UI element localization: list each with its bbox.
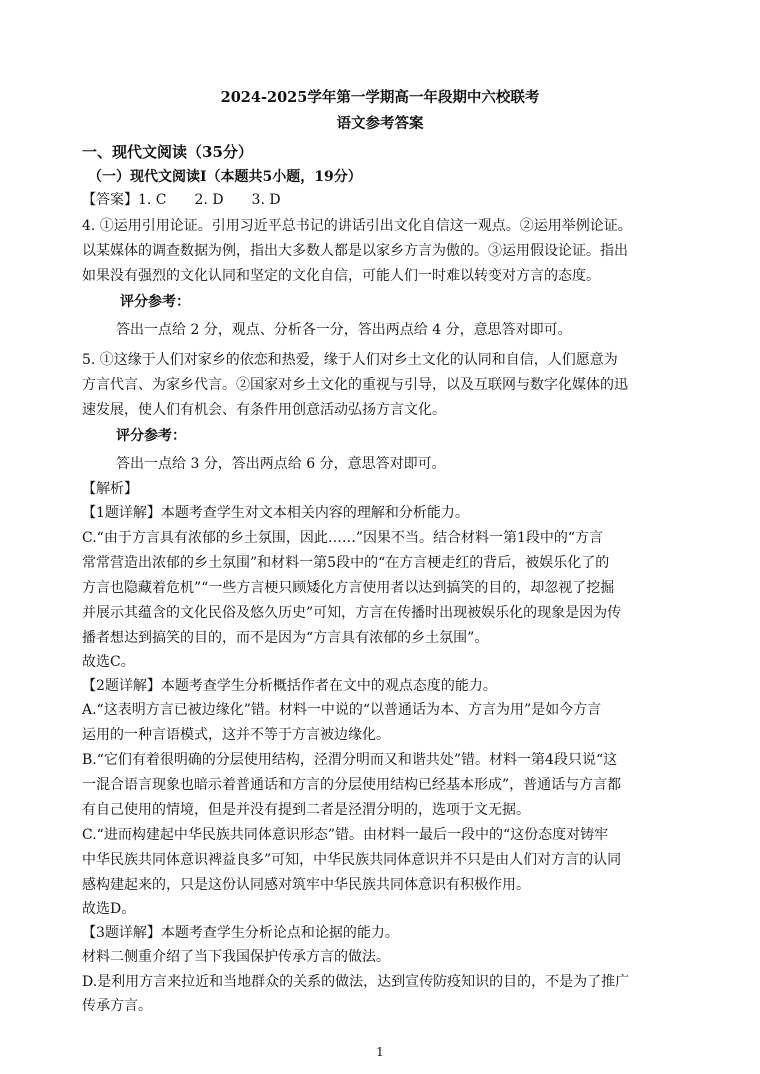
q4-line: 4. ①运用引用论证。引用习近平总书记的讲话引出文化自信这一观点。②运用举例论证。 xyxy=(82,218,632,234)
d2-line: 感构建起来的，只是这份认同感对筑牢中华民族共同体意识有积极作用。 xyxy=(82,877,530,893)
d2-line: 运用的一种言语模式，这并不等于方言被边缘化。 xyxy=(82,727,390,743)
subsection-heading: （一）现代文阅读Ⅰ（本题共5小题，19分） xyxy=(88,169,362,185)
d1-line: 常常营造出浓郁的乡土氛围”和材料一第5段中的“在方言梗走红的背后，被娱乐化了的 xyxy=(82,555,610,571)
section-heading: 一、现代文阅读（35分） xyxy=(82,143,253,161)
d2-line: 有自己使用的情境，但是并没有提到二者是泾渭分明的，选项于文无据。 xyxy=(82,802,530,818)
q4-line: 如果没有强烈的文化认同和坚定的文化自信，可能人们一时难以转变对方言的态度。 xyxy=(82,268,600,284)
analysis-heading: 【解析】 xyxy=(82,481,138,497)
d1-line: C.“由于方言具有浓郁的乡土氛围，因此……”因果不当。结合材料一第1段中的“方言 xyxy=(82,530,604,546)
q4-line: 以某媒体的调查数据为例，指出大多数人都是以家乡方言为傲的。③运用假设论证。指出 xyxy=(82,243,628,259)
d2-line: B.“它们有着很明确的分层使用结构，泾渭分明而又和谐共处”错。材料一第4段只说“这 xyxy=(82,752,618,768)
d2-line: 中华民族共同体意识裨益良多”可知，中华民族共同体意识并不只是由人们对方言的认同 xyxy=(82,852,622,868)
d2-line: 【2题详解】本题考查学生分析概括作者在文中的观点态度的能力。 xyxy=(82,678,497,694)
q5-line: 5. ①这缘于人们对家乡的依恋和热爱，缘于人们对乡土文化的认同和自信，人们愿意为 xyxy=(82,352,618,368)
page-number: 1 xyxy=(376,1045,384,1059)
q5-score-heading: 评分参考： xyxy=(116,428,186,444)
document-subtitle: 语文参考答案 xyxy=(336,115,424,132)
d2-line: A.“这表明方言已被边缘化”错。材料一中说的“以普通话为本、方言为用”是如今方言 xyxy=(82,702,602,718)
d3-line: 【3题详解】本题考查学生分析论点和论据的能力。 xyxy=(82,925,399,941)
d2-line: C.“进而构建起中华民族共同体意识形态”错。由材料一最后一段中的“这份态度对铸牢 xyxy=(82,827,609,843)
d1-line: 【1题详解】本题考查学生对文本相关内容的理解和分析能力。 xyxy=(82,505,469,521)
d1-line: 方言也隐藏着危机”“一些方言梗只顾矮化方言使用者以达到搞笑的目的，却忽视了挖掘 xyxy=(82,580,615,596)
d2-line: 故选D。 xyxy=(82,901,136,917)
q5-score-text: 答出一点给 3 分，答出两点给 6 分，意思答对即可。 xyxy=(116,456,446,472)
d1-line: 并展示其蕴含的文化民俗及悠久历史”可知，方言在传播时出现被娱乐化的现象是因为传 xyxy=(82,605,622,621)
d2-line: 一混合语言现象也暗示着普通话和方言的分层使用结构已经基本形成”，普通话与方言都 xyxy=(82,777,622,793)
d3-line: 材料二侧重介绍了当下我国保护传承方言的做法。 xyxy=(82,949,390,965)
d3-line: 传承方言。 xyxy=(82,998,152,1014)
q5-line: 速发展，使人们有机会、有条件用创意活动弘扬方言文化。 xyxy=(82,402,446,418)
d1-line: 故选C。 xyxy=(82,654,135,670)
d3-line: D.是利用方言来拉近和当地群众的关系的做法，达到宣传防疫知识的目的，不是为了推广 xyxy=(82,974,630,990)
q5-line: 方言代言、为家乡代言。②国家对乡土文化的重视与引导，以及互联网与数字化媒体的迅 xyxy=(82,377,628,393)
q4-score-heading: 评分参考： xyxy=(120,294,190,310)
answer-line: 【答案】1. C 2. D 3. D xyxy=(82,192,281,208)
q4-score-text: 答出一点给 2 分，观点、分析各一分，答出两点给 4 分，意思答对即可。 xyxy=(116,322,572,338)
document-title: 2024-2025学年第一学期高一年段期中六校联考 xyxy=(220,89,540,106)
d1-line: 播者想达到搞笑的目的，而不是因为“方言具有浓郁的乡土氛围”。 xyxy=(82,630,489,646)
